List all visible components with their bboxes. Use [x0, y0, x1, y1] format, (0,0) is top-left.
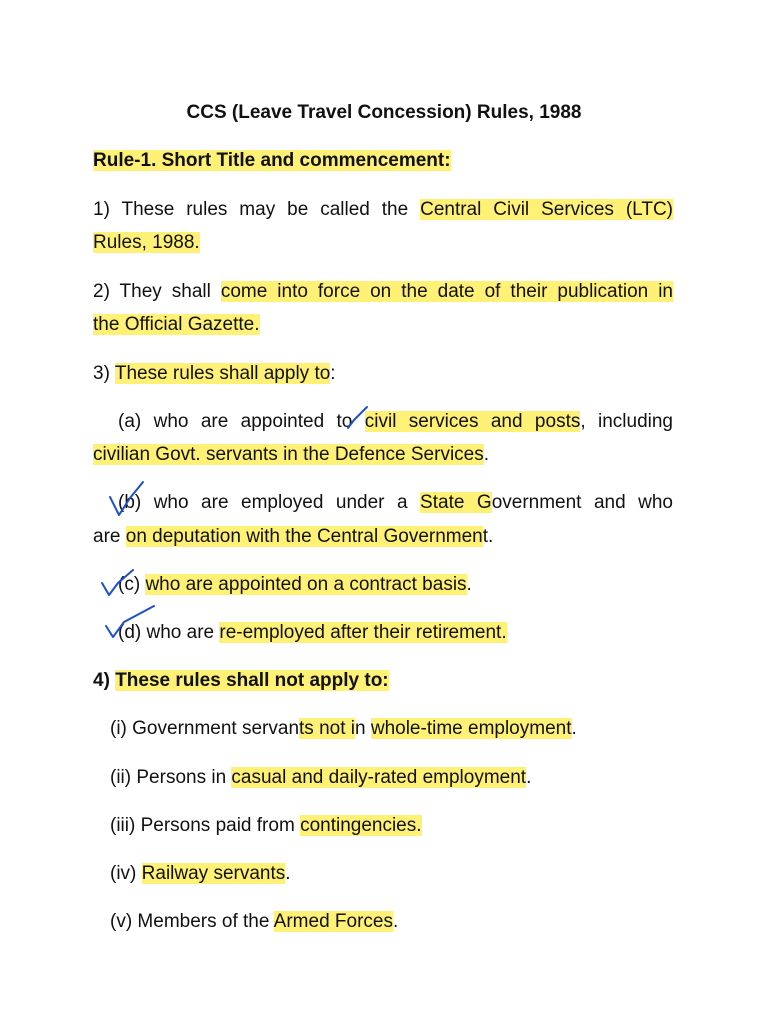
rule1-heading: Rule-1. Short Title and commencement: [93, 150, 451, 171]
clause-3a-line-1: (a) who are appointed to civil services and posts, including [118, 411, 673, 432]
exclusion-i: (i) Government servants not in whole-time employment. [110, 718, 577, 739]
clause-1-line-1: 1) These rules may be called the Central Civil Services (LTC) [93, 199, 673, 220]
exclusion-ii: (ii) Persons in casual and daily-rated employment. [110, 767, 532, 788]
clause-3: 3) These rules shall apply to: [93, 363, 336, 384]
clause-1-line-2: Rules, 1988. [93, 232, 200, 253]
clause-3b-line-1: (b) who are employed under a State Government and who [118, 492, 673, 513]
clause-3b-line-2: are on deputation with the Central Government. [93, 526, 494, 547]
clause-3d: (d) who are re-employed after their retirement. [118, 622, 507, 643]
exclusion-iv: (iv) Railway servants. [110, 863, 291, 884]
exclusion-v: (v) Members of the Armed Forces. [110, 911, 399, 932]
clause-3c: (c) who are appointed on a contract basis. [118, 574, 472, 595]
document-title: CCS (Leave Travel Concession) Rules, 1988 [186, 102, 582, 123]
clause-2-line-1: 2) They shall come into force on the date of their publication in [93, 281, 673, 302]
clause-3a-line-2: civilian Govt. servants in the Defence Services. [93, 444, 490, 465]
clause-4-heading: 4) These rules shall not apply to: [93, 670, 389, 691]
clause-2-line-2: the Official Gazette. [93, 314, 260, 335]
exclusion-iii: (iii) Persons paid from contingencies. [110, 815, 422, 836]
